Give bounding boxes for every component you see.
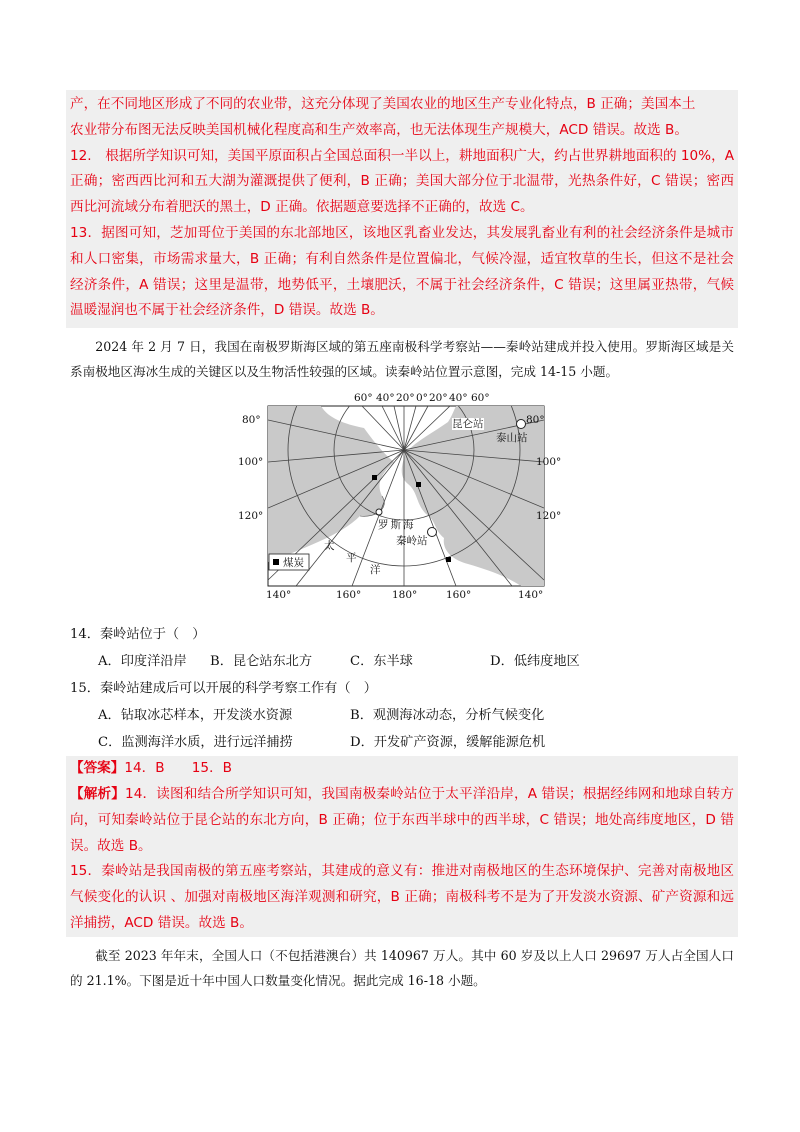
qinling-station-marker	[428, 528, 437, 537]
option-b: B．观测海冰动态，分析气候变化	[350, 708, 545, 724]
lon-label: 40°	[376, 392, 395, 405]
qinling-station-label: 秦岭站	[396, 535, 428, 548]
question-14	[70, 621, 734, 675]
options-row	[70, 648, 734, 675]
intro-paragraph-16-18: 截至 2023 年年末，全国人口（不包括港澳台）共 140967 万人。其中 60 岁及以上人口 29697 万人占全国人口的 21.1%。下图是近十年中国人口数量变化情况。据此完成 16-18 小题。	[70, 947, 734, 988]
option-a: A．印度洋沿岸	[98, 654, 187, 670]
lon-label: 140°	[518, 589, 544, 602]
lon-label: 120°	[536, 510, 562, 523]
map-graphic	[266, 392, 566, 607]
lon-label: 120°	[238, 510, 264, 523]
lon-label: 100°	[536, 456, 562, 469]
lon-label: 40°	[449, 392, 468, 405]
explanation-line: 农业带分布图无法反映美国机械化程度高和生产效率高，也无法体现生产规模大，ACD 错误。故选 B。	[70, 121, 688, 138]
taishan-station-marker	[517, 420, 526, 429]
question-stem: 15．秦岭站建成后可以开展的科学考察工作有（ ）	[70, 681, 377, 697]
lon-label: 140°	[266, 589, 292, 602]
lon-label: 60°	[471, 392, 490, 405]
ocean-label-char: 太	[324, 540, 335, 553]
lon-label: 180°	[392, 589, 418, 602]
lon-label: 160°	[336, 589, 362, 602]
answer-text: 14．B 15．B	[124, 760, 232, 777]
kunlun-station-label: 昆仑站	[452, 418, 484, 431]
ocean-label-char: 洋	[370, 564, 381, 577]
legend-label: 煤炭	[283, 557, 304, 570]
coal-marker	[416, 482, 421, 487]
intro-paragraph-14-15: 2024 年 2 月 7 日，我国在南极罗斯海区域的第五座南极科学考察站——秦岭站建成并投入使用。罗斯海区域是关系南极地区海冰生成的关键区以及生物活性较强的区域。读秦岭站位置示意图，完成 14-15 小题。	[70, 339, 734, 380]
coal-marker	[372, 475, 377, 480]
lon-label: 20°	[396, 392, 415, 405]
explanation-q13: 13．据图可知，芝加哥位于美国的东北部地区，该地区乳畜业发达，其发展乳畜业有利的社会经济条件是城市和人口密集，市场需求量大，B 正确；有利自然条件是位置偏北，气候冷湿，适宜牧草的生长，但这不是社会经济条件，A 错误；这里是温带，地势低平，土壤肥沃，不属于社会经济条件，C 错误；这里属亚热带，气候温暖湿润也不属于社会经济条件，D 错误。故选 B。	[70, 224, 734, 319]
question-15	[70, 675, 734, 756]
question-stem: 14．秦岭站位于（ ）	[70, 627, 206, 643]
answer-analysis-block	[66, 756, 738, 937]
qinling-station-map	[238, 392, 566, 607]
lon-label: 100°	[238, 456, 264, 469]
legend-coal-icon	[273, 559, 279, 565]
option-c: C．东半球	[350, 654, 413, 670]
lon-label: 20°	[429, 392, 448, 405]
explanation-block-top	[66, 90, 738, 328]
options-row	[70, 729, 734, 756]
analysis-q15: 15．秦岭站是我国南极的第五座考察站，其建成的意义有：推进对南极地区的生态环境保护、完善对南极地区气候变化的认识 、加强对南极地区海洋观测和研究，B 正确；南极科考不是为了开发淡水资源、矿产资源和远洋捕捞，ACD 错误。故选 B。	[70, 863, 734, 931]
analysis-q14: 【解析】14．读图和结合所学知识可知，我国南极秦岭站位于太平洋沿岸，A 错误；根据经纬网和地球自转方向，可知秦岭站位于昆仑站的东北方向，B 正确；位于东西半球中的西半球，C 错误；地处高纬度地区，D 错误。故选 B。	[70, 785, 735, 854]
explanation-line: 产，在不同地区形成了不同的农业带，这充分体现了美国农业的地区生产专业化特点，B 正确；美国本土	[70, 96, 696, 112]
option-d: D．低纬度地区	[490, 654, 580, 670]
analysis-tag: 【解析】	[70, 785, 126, 802]
option-b: B．昆仑站东北方	[210, 654, 313, 670]
lon-label: 80°	[242, 414, 261, 427]
coal-marker	[446, 557, 451, 562]
option-a: A．钻取冰芯样本，开发淡水资源	[98, 708, 293, 724]
lon-label: 60°	[354, 392, 373, 405]
option-d: D．开发矿产资源，缓解能源危机	[350, 735, 546, 751]
document-page	[70, 90, 734, 993]
explanation-q12: 12. 根据所学知识可知，美国平原面积占全国总面积一半以上，耕地面积广大，约占世界耕地面积的 10%，A 正确；密西西比河和五大湖为灌溉提供了便利，B 正确；美国大部分位于北温带，光热条件好，C 错误；密西西比河流域分布着肥沃的黑土，D 正确。依据题意要选择不正确的，故选 C。	[70, 147, 734, 216]
lon-label: 0°	[416, 392, 428, 405]
ross-sea-label: 罗斯海	[378, 519, 416, 532]
ross-sea-point	[376, 509, 382, 515]
lon-label: 160°	[446, 589, 472, 602]
answer-line	[70, 756, 734, 782]
answer-tag: 【答案】	[70, 760, 125, 777]
ocean-label-char: 平	[346, 552, 357, 565]
options-row	[70, 702, 734, 729]
option-c: C．监测海洋水质，进行远洋捕捞	[98, 735, 293, 751]
taishan-station-label: 泰山站	[496, 432, 528, 445]
lon-label: 80°	[526, 414, 545, 427]
